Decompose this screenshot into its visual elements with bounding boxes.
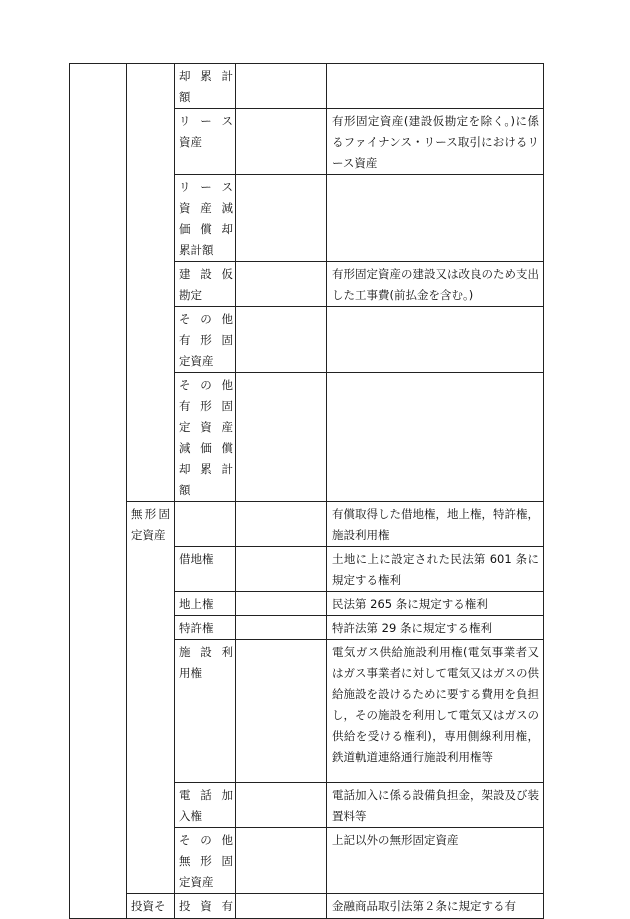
account-name-cell bbox=[175, 502, 236, 547]
description-cell: 有形固定資産の建設又は改良のため支出した工事費(前払金を含む。) bbox=[327, 262, 544, 307]
description-cell bbox=[327, 175, 544, 262]
blank-cell bbox=[236, 502, 327, 547]
blank-cell bbox=[236, 307, 327, 373]
description-cell: 上記以外の無形固定資産 bbox=[327, 828, 544, 894]
blank-cell bbox=[236, 783, 327, 828]
description-cell: 金融商品取引法第２条に規定する有 bbox=[327, 894, 544, 919]
level2-category-cell: 無形固定資産 bbox=[127, 502, 175, 894]
description-cell: 民法第 265 条に規定する権利 bbox=[327, 592, 544, 616]
account-name-cell: 施 設 利 用権 bbox=[175, 640, 236, 783]
description-cell bbox=[327, 307, 544, 373]
account-name-cell: そ の 他 有 形 固 定資産 bbox=[175, 307, 236, 373]
blank-cell bbox=[236, 547, 327, 592]
description-cell bbox=[327, 373, 544, 502]
account-name-cell: 建 設 仮 勘定 bbox=[175, 262, 236, 307]
account-name-cell: 却 累 計 額 bbox=[175, 64, 236, 109]
account-name-cell: リ ー ス 資 産 減 価 償 却 累計額 bbox=[175, 175, 236, 262]
account-name-cell: 投 資 有 bbox=[175, 894, 236, 919]
blank-cell bbox=[236, 373, 327, 502]
blank-cell bbox=[236, 109, 327, 175]
blank-cell bbox=[236, 640, 327, 783]
account-name-cell: リ ー ス 資産 bbox=[175, 109, 236, 175]
blank-cell bbox=[236, 64, 327, 109]
level2-category-cell bbox=[127, 64, 175, 502]
blank-cell bbox=[236, 616, 327, 640]
account-name-cell: 電 話 加 入権 bbox=[175, 783, 236, 828]
description-cell: 電気ガス供給施設利用権(電気事業者又はガス事業者に対して電気又はガスの供給施設を設けるために要する費用を負担し，その施設を利用して電気又はガスの供給を受ける権利)，専用側線利用権，鉄道軌道連絡通行施設利用権等 bbox=[327, 640, 544, 783]
level1-category-cell bbox=[70, 64, 127, 919]
level2-category-cell: 投資そ bbox=[127, 894, 175, 919]
account-name-cell: 特許権 bbox=[175, 616, 236, 640]
account-name-cell: 借地権 bbox=[175, 547, 236, 592]
blank-cell bbox=[236, 175, 327, 262]
blank-cell bbox=[236, 828, 327, 894]
account-name-cell: そ の 他 有 形 固 定 資 産 減 価 償 却 累 計 額 bbox=[175, 373, 236, 502]
account-name-cell: そ の 他 無 形 固 定資産 bbox=[175, 828, 236, 894]
description-cell: 特許法第 29 条に規定する権利 bbox=[327, 616, 544, 640]
table-row bbox=[70, 894, 544, 919]
table-row bbox=[70, 64, 544, 109]
description-cell bbox=[327, 64, 544, 109]
description-cell: 有償取得した借地権，地上権，特許権，施設利用権 bbox=[327, 502, 544, 547]
blank-cell bbox=[236, 592, 327, 616]
description-cell: 電話加入に係る設備負担金，架設及び装置料等 bbox=[327, 783, 544, 828]
blank-cell bbox=[236, 894, 327, 919]
description-cell: 有形固定資産(建設仮勘定を除く。)に係るファイナンス・リース取引におけるリース資産 bbox=[327, 109, 544, 175]
account-classification-table bbox=[69, 63, 544, 919]
blank-cell bbox=[236, 262, 327, 307]
description-cell: 土地に上に設定された民法第 601 条に規定する権利 bbox=[327, 547, 544, 592]
table-row bbox=[70, 502, 544, 547]
account-name-cell: 地上権 bbox=[175, 592, 236, 616]
